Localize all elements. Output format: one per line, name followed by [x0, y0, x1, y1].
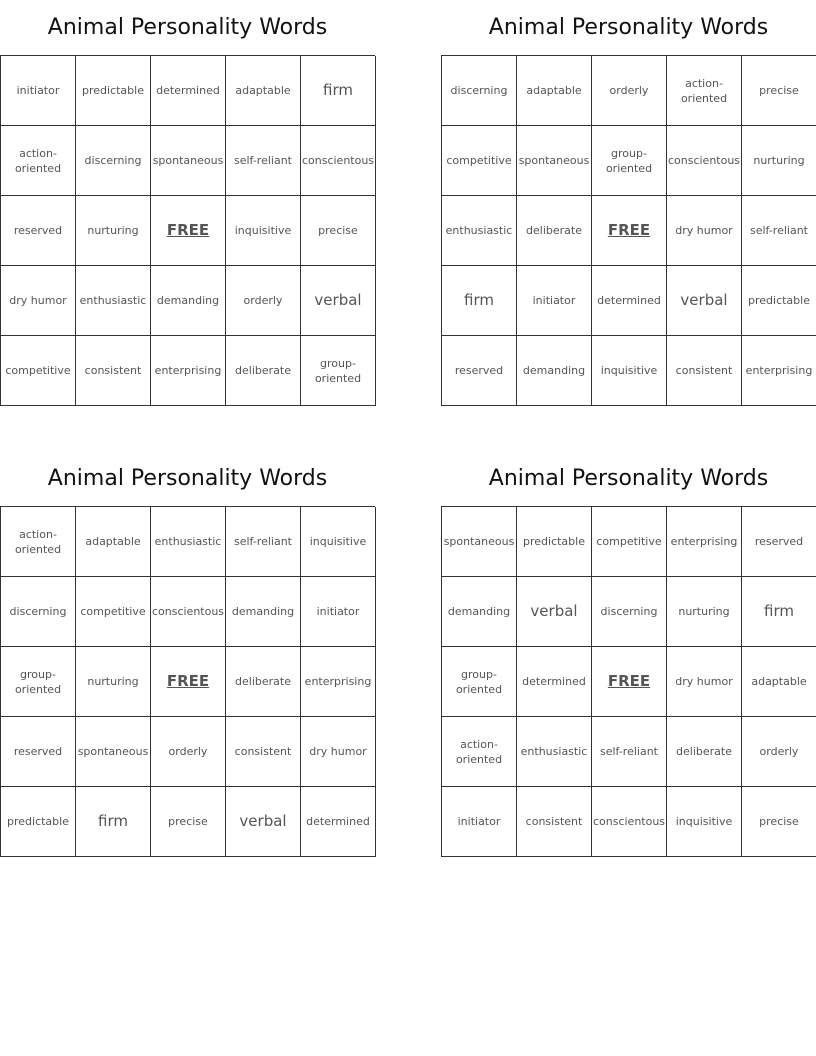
bingo-card-3 [0, 451, 375, 857]
bingo-card-4 [441, 451, 816, 857]
bingo-cell: action-oriented [667, 56, 742, 126]
bingo-cell: verbal [301, 266, 376, 336]
bingo-card-1 [0, 0, 375, 406]
bingo-cell: initiator [517, 266, 592, 336]
bingo-cell: reserved [1, 717, 76, 787]
bingo-cell: dry humor [667, 196, 742, 266]
bingo-cell: spontaneous [517, 126, 592, 196]
bingo-cell: deliberate [226, 336, 301, 406]
bingo-cell: spontaneous [151, 126, 226, 196]
bingo-cell: orderly [226, 266, 301, 336]
bingo-cell: enthusiastic [517, 717, 592, 787]
bingo-cell: adaptable [76, 507, 151, 577]
bingo-cell: initiator [442, 787, 517, 857]
bingo-cell: reserved [742, 507, 816, 577]
bingo-cell: dry humor [1, 266, 76, 336]
bingo-cell: firm [742, 577, 816, 647]
bingo-cell: orderly [592, 56, 667, 126]
bingo-grid [441, 55, 816, 406]
bingo-grid [441, 506, 816, 857]
bingo-cell: nurturing [76, 196, 151, 266]
bingo-cell: self-reliant [226, 507, 301, 577]
bingo-cell: orderly [151, 717, 226, 787]
bingo-cell: group-oriented [442, 647, 517, 717]
bingo-cell: determined [151, 56, 226, 126]
bingo-cell: orderly [742, 717, 816, 787]
bingo-grid [0, 55, 375, 406]
free-space: FREE [592, 196, 667, 266]
free-space: FREE [151, 196, 226, 266]
bingo-cell: predictable [1, 787, 76, 857]
bingo-cell: dry humor [667, 647, 742, 717]
free-space: FREE [592, 647, 667, 717]
free-space: FREE [151, 647, 226, 717]
bingo-cell: nurturing [742, 126, 816, 196]
bingo-cell: demanding [226, 577, 301, 647]
bingo-cell: action-oriented [1, 126, 76, 196]
bingo-cell: self-reliant [742, 196, 816, 266]
card-title: Animal Personality Words [47, 466, 328, 491]
bingo-cell: discerning [592, 577, 667, 647]
bingo-cell: discerning [442, 56, 517, 126]
bingo-cell: enterprising [151, 336, 226, 406]
bingo-cell: enthusiastic [442, 196, 517, 266]
bingo-cell: group-oriented [1, 647, 76, 717]
bingo-cell: conscientous [151, 577, 226, 647]
bingo-cell: group-oriented [301, 336, 376, 406]
bingo-cell: action-oriented [1, 507, 76, 577]
bingo-cell: competitive [76, 577, 151, 647]
bingo-cell: demanding [517, 336, 592, 406]
bingo-cell: predictable [76, 56, 151, 126]
bingo-cell: verbal [226, 787, 301, 857]
bingo-cell: adaptable [226, 56, 301, 126]
bingo-cell: consistent [226, 717, 301, 787]
bingo-cell: nurturing [76, 647, 151, 717]
bingo-cell: self-reliant [592, 717, 667, 787]
bingo-cell: competitive [1, 336, 76, 406]
bingo-cell: nurturing [667, 577, 742, 647]
bingo-cell: consistent [517, 787, 592, 857]
bingo-cell: discerning [76, 126, 151, 196]
bingo-cell: reserved [1, 196, 76, 266]
bingo-cell: determined [592, 266, 667, 336]
bingo-cell: competitive [592, 507, 667, 577]
card-title: Animal Personality Words [488, 466, 769, 491]
bingo-cell: initiator [1, 56, 76, 126]
card-title: Animal Personality Words [488, 15, 769, 40]
bingo-cell: conscientous [592, 787, 667, 857]
bingo-cell: precise [301, 196, 376, 266]
bingo-cell: enterprising [301, 647, 376, 717]
bingo-card-2 [441, 0, 816, 406]
bingo-cell: adaptable [517, 56, 592, 126]
bingo-cell: precise [742, 56, 816, 126]
bingo-cell: deliberate [517, 196, 592, 266]
bingo-cell: predictable [742, 266, 816, 336]
bingo-cell: consistent [667, 336, 742, 406]
bingo-cell: competitive [442, 126, 517, 196]
bingo-cell: predictable [517, 507, 592, 577]
bingo-grid [0, 506, 375, 857]
bingo-cell: enthusiastic [76, 266, 151, 336]
bingo-cell: dry humor [301, 717, 376, 787]
bingo-cell: spontaneous [76, 717, 151, 787]
bingo-cell: conscientous [301, 126, 376, 196]
bingo-cell: enthusiastic [151, 507, 226, 577]
bingo-cell: self-reliant [226, 126, 301, 196]
bingo-cell: conscientous [667, 126, 742, 196]
bingo-cell: precise [151, 787, 226, 857]
bingo-cell: initiator [301, 577, 376, 647]
bingo-cell: firm [442, 266, 517, 336]
bingo-cell: reserved [442, 336, 517, 406]
bingo-cell: discerning [1, 577, 76, 647]
bingo-cell: demanding [151, 266, 226, 336]
bingo-cell: enterprising [667, 507, 742, 577]
bingo-cell: inquisitive [301, 507, 376, 577]
bingo-cell: deliberate [226, 647, 301, 717]
bingo-cell: deliberate [667, 717, 742, 787]
bingo-cell: group-oriented [592, 126, 667, 196]
bingo-cell: enterprising [742, 336, 816, 406]
bingo-cell: demanding [442, 577, 517, 647]
bingo-cell: adaptable [742, 647, 816, 717]
bingo-cell: precise [742, 787, 816, 857]
bingo-cell: firm [76, 787, 151, 857]
bingo-cell: inquisitive [667, 787, 742, 857]
bingo-cell: verbal [667, 266, 742, 336]
bingo-cell: spontaneous [442, 507, 517, 577]
bingo-cell: determined [301, 787, 376, 857]
bingo-cell: action-oriented [442, 717, 517, 787]
bingo-cell: verbal [517, 577, 592, 647]
bingo-cell: inquisitive [592, 336, 667, 406]
card-title: Animal Personality Words [47, 15, 328, 40]
bingo-cell: consistent [76, 336, 151, 406]
bingo-cell: determined [517, 647, 592, 717]
bingo-cell: firm [301, 56, 376, 126]
bingo-cell: inquisitive [226, 196, 301, 266]
